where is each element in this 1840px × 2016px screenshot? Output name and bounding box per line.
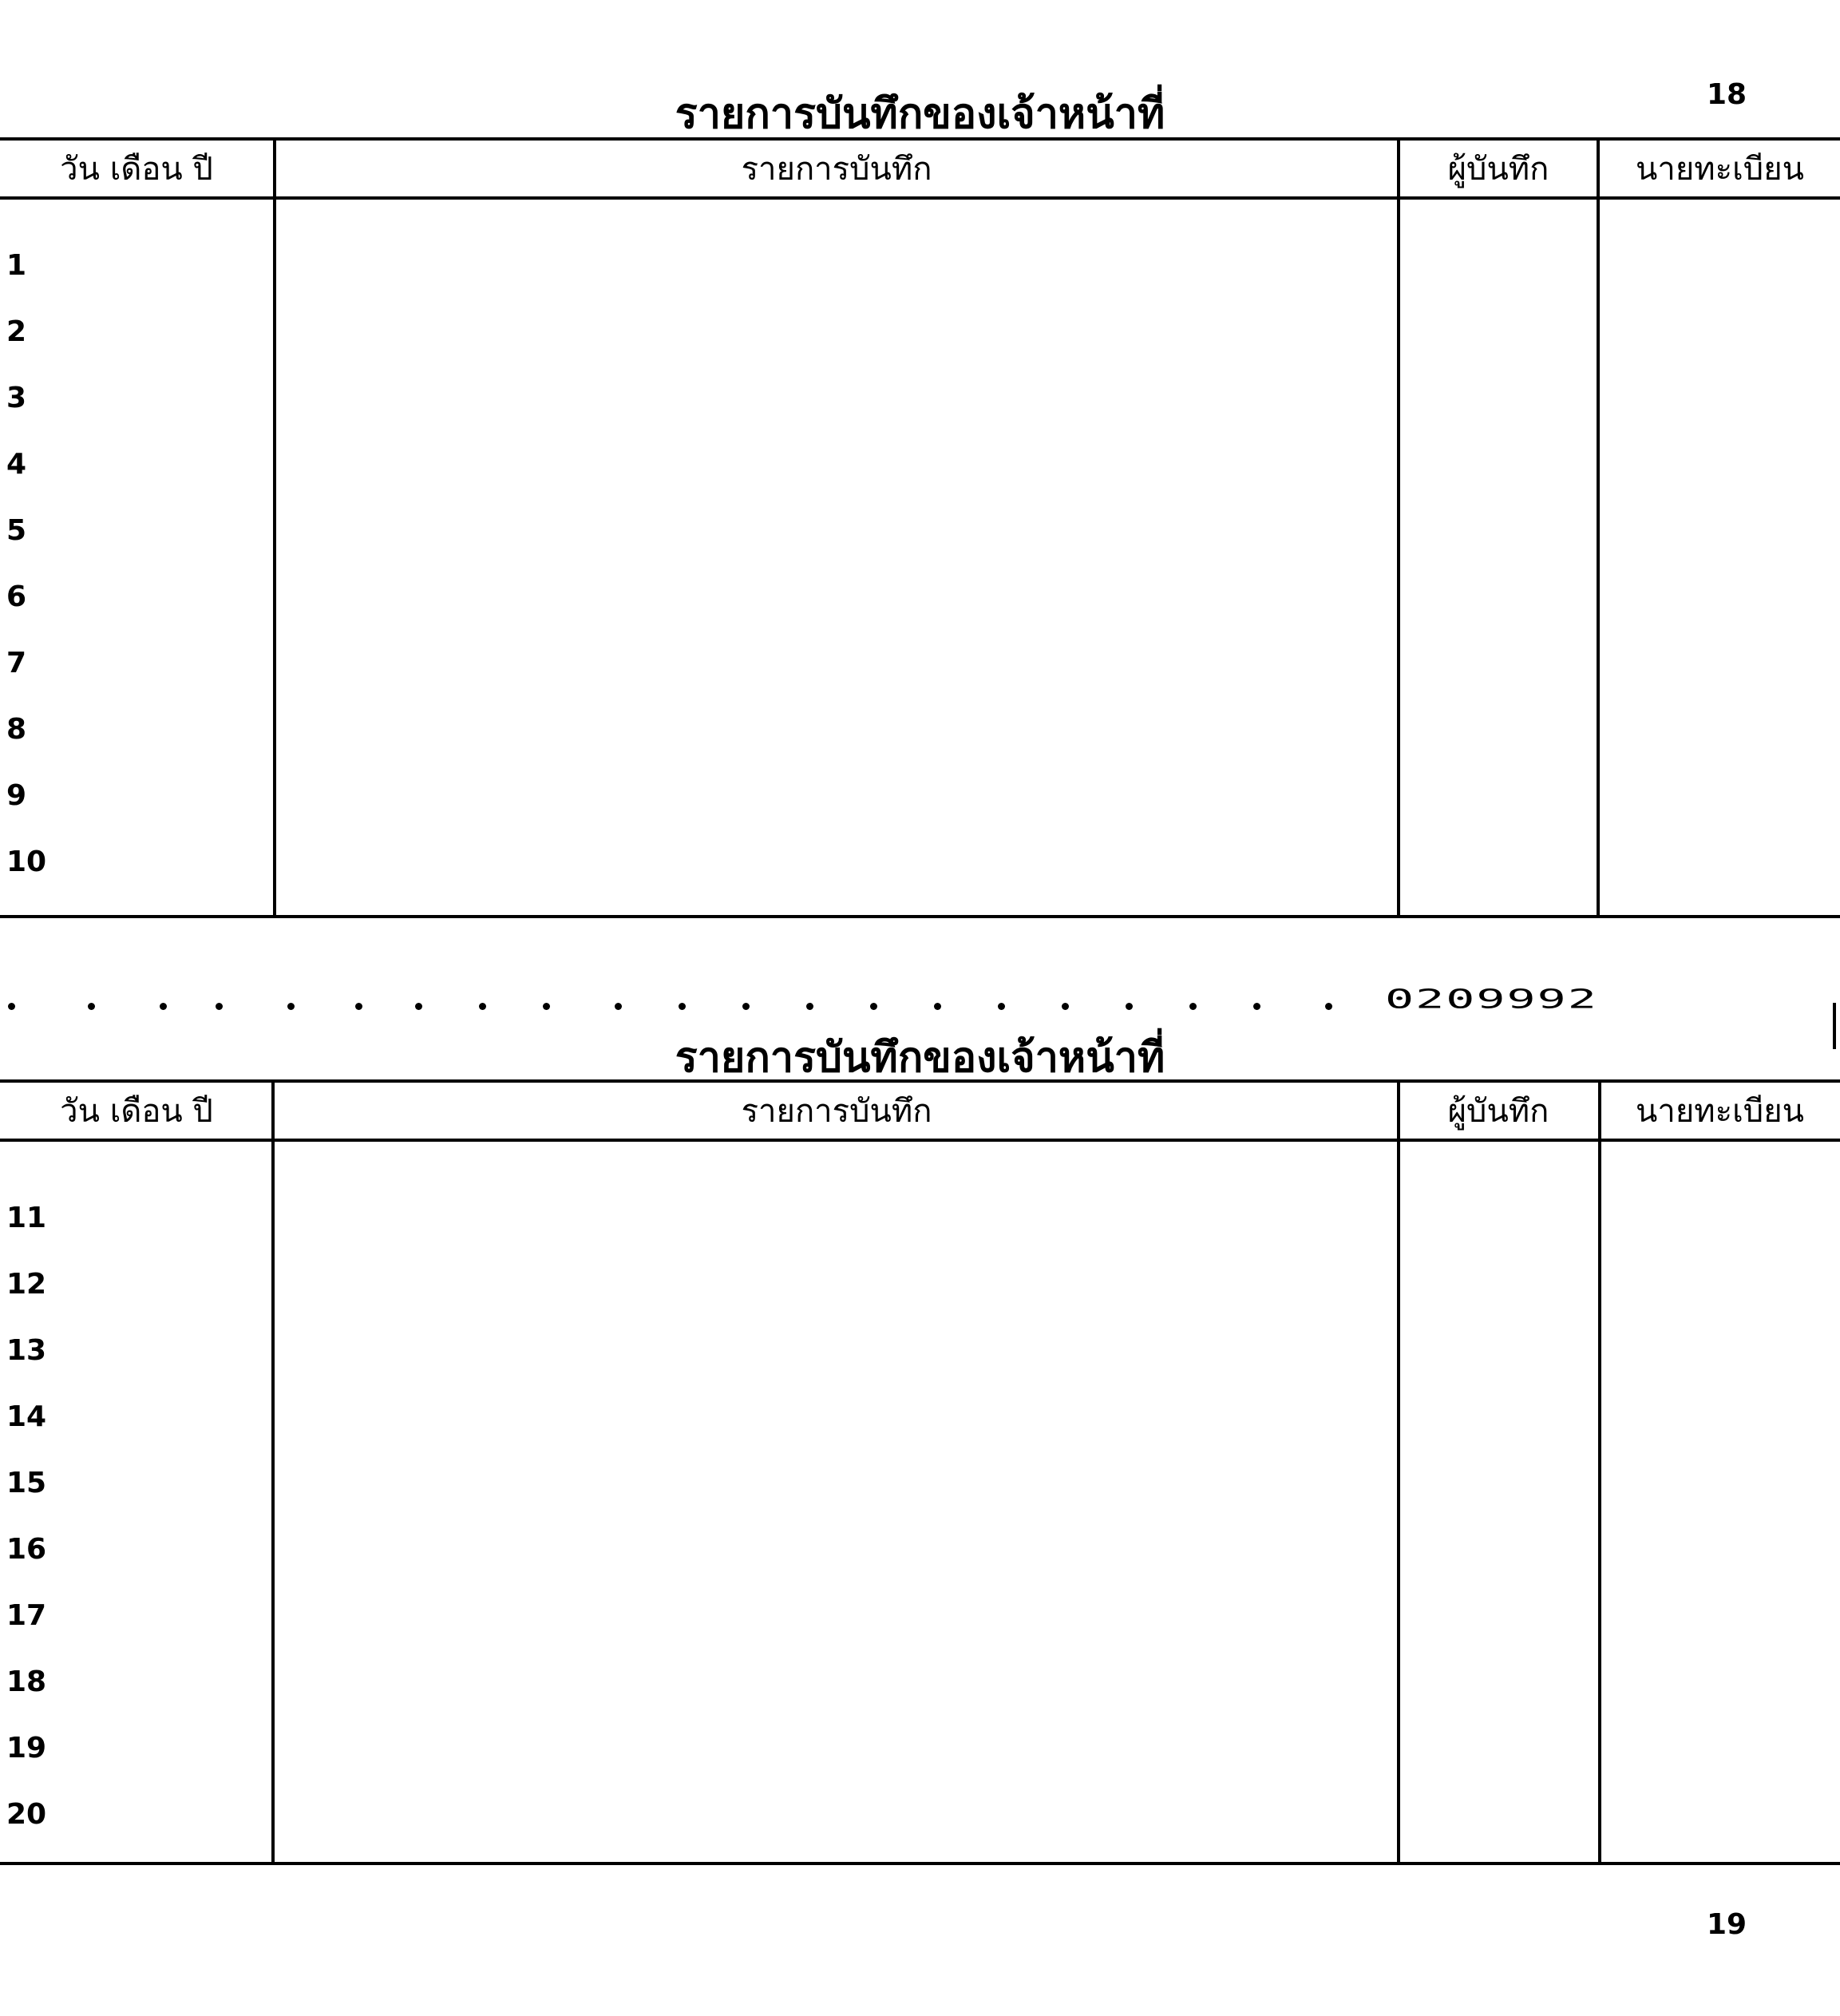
serial-number: 0209992: [1385, 984, 1598, 1015]
row-number: 8: [6, 713, 27, 746]
page-number-18: 18: [1707, 78, 1747, 111]
row-number: 5: [6, 514, 27, 547]
column-header-date: วัน เดือน ปี: [60, 151, 213, 188]
row-number: 6: [6, 580, 27, 613]
row-number: 20: [6, 1798, 47, 1831]
register-table-bottom: [0, 1079, 1840, 1865]
column-header-registrar: นายทะเบียน: [1636, 1093, 1804, 1130]
table-bottom-border: [0, 1862, 1840, 1865]
column-divider: [1598, 1079, 1601, 1865]
row-number: 18: [6, 1665, 47, 1698]
section-title-bottom: รายการบันทึกของเจ้าหน้าที่: [675, 1034, 1165, 1082]
column-header-entry: รายการบันทึก: [741, 1093, 932, 1130]
row-number: 1: [6, 249, 27, 282]
column-header-recorder: ผู้บันทึก: [1447, 151, 1549, 188]
row-number: 16: [6, 1533, 47, 1566]
perforation-dots: [0, 1000, 1357, 1016]
column-header-registrar: นายทะเบียน: [1636, 151, 1804, 188]
column-divider: [1397, 1079, 1400, 1865]
column-divider: [1597, 137, 1600, 918]
table-bottom-border: [0, 915, 1840, 918]
row-number: 9: [6, 779, 27, 812]
column-header-recorder: ผู้บันทึก: [1447, 1093, 1549, 1130]
row-number: 7: [6, 647, 27, 679]
row-number: 13: [6, 1334, 47, 1367]
register-table-top: [0, 137, 1840, 918]
column-divider: [1397, 137, 1400, 918]
row-number: 3: [6, 382, 27, 414]
column-header-date: วัน เดือน ปี: [60, 1093, 213, 1130]
page-number-19: 19: [1707, 1908, 1747, 1941]
column-divider: [273, 137, 276, 918]
column-header-entry: รายการบันทึก: [741, 151, 932, 188]
row-number: 12: [6, 1268, 47, 1301]
column-divider: [271, 1079, 275, 1865]
row-number: 17: [6, 1599, 47, 1632]
row-number: 11: [6, 1202, 47, 1234]
table-header-bottom: [0, 1079, 1840, 1142]
row-number: 19: [6, 1732, 47, 1764]
row-number: 4: [6, 448, 27, 481]
row-number: 14: [6, 1400, 47, 1433]
row-number: 2: [6, 315, 27, 348]
row-number: 15: [6, 1467, 47, 1499]
row-number: 10: [6, 846, 47, 878]
section-title-top: รายการบันทึกของเจ้าหน้าที่: [675, 90, 1165, 138]
